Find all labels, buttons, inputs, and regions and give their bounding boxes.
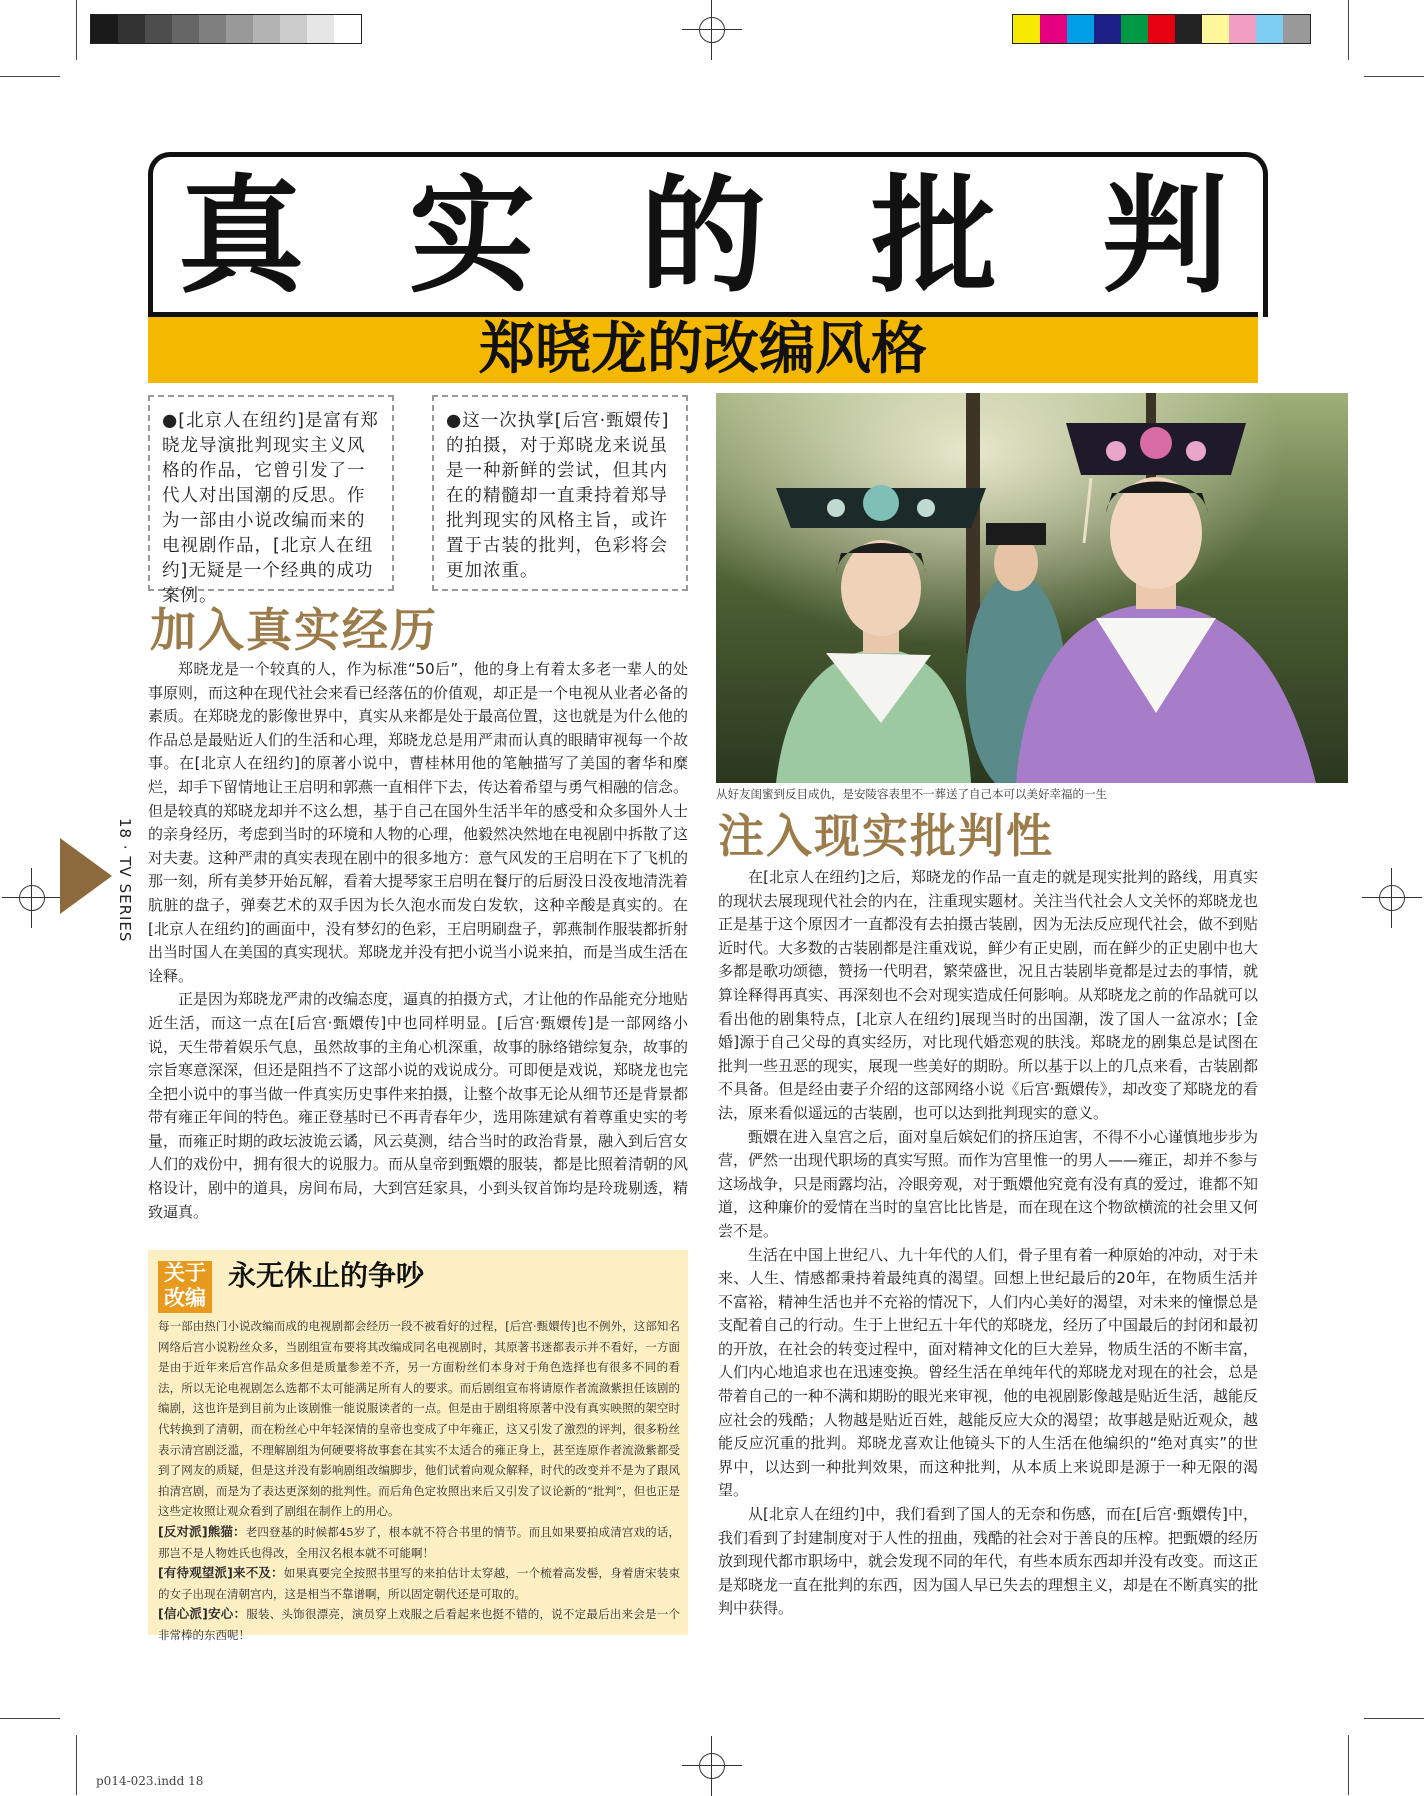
comment-text: 如果真要完全按照书里写的来拍估计太穿越，一个梳着高发髻，身着唐宋装束的女子出现在清朝宫内，这是相当不靠谱啊，所以固定朝代还是可取的。 — [158, 1566, 680, 1601]
comment-label: [反对派]熊猫： — [158, 1523, 246, 1539]
comment-label: [有待观望派]来不及： — [158, 1565, 284, 1581]
page-number-label: 18 · TV SERIES — [116, 818, 134, 943]
sidebar-intro: 每一部由热门小说改编而成的电视剧都会经历一段不被看好的过程，[后宫·甄嬛传]也不例外，这部知名网络后宫小说粉丝众多，当剧组宣布要将其改编成同名电视剧时，其原著书迷都表示并不看好，一方面是由于近年来后宫作品众多但是质量参差不齐，另一方面粉丝们本身对于角色选择也有很多不同的看法，所以无论电视剧怎么选都不太可能满足所有人的要求。而后剧组宣布将请原作者流潋紫担任该剧的编剧，这也许是到目前为止该剧惟一能说服读者的一点。但是由于剧组将原著中没有真实映照的架空时代转换到了清朝，而在粉丝心中年轻深情的皇帝也变成了中年雍正，这又引发了激烈的评判，很多粉丝表示清宫剧泛滥，不理解剧组为何硬要将故事套在其实不太适合的雍正身上，甚至连原作者流潋紫都受到了网友的质疑，但是这并没有影响剧组改编脚步，他们试着向观众解释，时代的改变并不是为了跟风拍清宫剧，而是为了表达更深刻的批判性。而后角色定妆照出来后又引发了议论新的“批判”，但也正是这些定妆照让观众看到了剧组在制作上的用心。 — [158, 1319, 680, 1519]
crop-mark — [1364, 1718, 1424, 1719]
title-char: 判 — [1102, 162, 1228, 310]
crop-mark — [0, 1718, 60, 1719]
registration-mark-right — [1362, 868, 1422, 928]
crop-mark — [0, 76, 60, 77]
sidebar-comment — [158, 1522, 680, 1563]
grayscale-color-bar — [90, 14, 362, 44]
paragraph: 正是因为郑晓龙严肃的改编态度，逼真的拍摄方式，才让他的作品能充分地贴近生活，而这一点在[后宫·甄嬛传]中也同样明显。[后宫·甄嬛传]是一部网络小说，天生带着娱乐气息，虽然故事的主角心机深重，故事的脉络错综复杂，故事的宗旨寒意深深，但还是阻挡不了这部小说的戏说成分。可即便是戏说，郑晓龙也完全把小说中的事当做一件真实历史事件来拍摄，让整个故事无论从细节还是背景都带有雍正年间的特色。雍正登基时已不再青春年少，选用陈建斌有着尊重史实的考量，而雍正时期的政坛波诡云谲，风云莫测，结合当时的政治背景，融入到后宫女人们的戏份中，拥有很大的说服力。而从皇帝到甄嬛的服装，都是比照着清朝的风格设计，剧中的道具，房间布局，大到宫廷家具，小到头钗首饰均是玲珑剔透，精致逼真。 — [148, 990, 689, 1221]
sidebar-comment — [158, 1604, 680, 1645]
registration-mark-bottom — [682, 1736, 742, 1796]
title-char: 实 — [409, 162, 535, 310]
sidebar-tag: 关于改编 — [158, 1261, 212, 1313]
crop-mark — [76, 0, 77, 60]
paragraph: 在[北京人在纽约]之后，郑晓龙的作品一直走的就是现实批判的路线，用真实的现状去展现现代社会的内在，注重现实题材。关注当代社会人文关怀的郑晓龙也正是基于这个原因才一直都没有去拍摄古装剧，因为无法反应现代社会，做不到贴近时代。大多数的古装剧都是注重戏说，鲜少有正史剧，而在鲜少的正史剧中也大多都是歌功颂德，赞扬一代明君，繁荣盛世，况且古装剧毕竟都是过去的事情，就算诠释得再真实、再深刻也不会对现实造成任何影响。从郑晓龙之前的作品就可以看出他的剧集特点，[北京人在纽约]展现当时的出国潮，泼了国人一盆凉水；[金婚]源于自己父母的真实经历，对比现代婚恋观的肤浅。郑晓龙的剧集总是试图在批判一些丑恶的现实，展现一些美好的期盼。所以基于以上的几点来看，古装剧都不具备。但是经由妻子介绍的这部网络小说《后宫·甄嬛传》，却改变了郑晓龙的看法，原来看似遥远的古装剧，也可以达到批判现实的意义。 — [718, 868, 1259, 1122]
sidebar-body — [158, 1316, 680, 1646]
registration-mark-left — [2, 868, 62, 928]
file-footer: p014-023.indd 18 — [96, 1774, 204, 1788]
crop-mark — [76, 1735, 77, 1795]
drama-still-photo — [716, 393, 1348, 783]
title-char: 真 — [178, 162, 304, 310]
photo-caption: 从好友闺蜜到反目成仇，是安陵容表里不一葬送了自己本可以美好幸福的一生 — [716, 787, 1107, 801]
section-heading-2: 注入现实批判性 — [718, 809, 1054, 863]
paragraph: 生活在中国上世纪八、九十年代的人们，骨子里有着一种原始的冲动，对于未来、人生、情感都秉持着最纯真的渴望。回想上世纪最后的20年，在物质生活并不富裕，精神生活也并不充裕的情况下，人们内心美好的渴望，对未来的憧憬总是支配着自己的行动。生于上世纪五十年代的郑晓龙，经历了中国最后的封闭和最初的开放，在社会的转变过程中，面对精神文化的巨大差异，物质生活的不断丰富，人们内心地追求也在迅速变换。曾经生活在单纯年代的郑晓龙对现在的社会，总是带着自己的一种不满和期盼的眼光来审视，他的电视剧影像越是贴近生活，越能反应社会的残酷；人物越是贴近百姓，越能反应大众的渴望；故事越是贴近观众，越能反应沉重的批判。郑晓龙喜欢让他镜头下的人生活在他编织的“绝对真实”的世界中，以达到一种批判效果，而这种批判，从本质上来说即是源于一种无限的渴望。 — [718, 1245, 1259, 1500]
cmyk-color-bar — [1012, 14, 1311, 44]
intro-box-1: ●[北京人在纽约]是富有郑晓龙导演批判现实主义风格的作品，它曾引发了一代人对出国潮的反思。作为一部由小说改编而来的电视剧作品，[北京人在纽约]无疑是一个经典的成功案例。 — [148, 395, 394, 591]
sidebar-title: 永无休止的争吵 — [228, 1259, 425, 1292]
comment-text: 服装、头饰很漂亮，演员穿上戏服之后看起来也挺不错的，说不定最后出来会是一个非常棒的东西呢！ — [158, 1607, 680, 1642]
registration-mark-top — [682, 0, 742, 60]
comment-label: [信心派]安心： — [158, 1606, 247, 1622]
crop-mark — [1364, 76, 1424, 77]
intro-box-2: ●这一次执掌[后宫·甄嬛传]的拍摄，对于郑晓龙来说虽是一种新鲜的尝试，但其内在的精髓却一直秉持着郑导批判现实的风格主旨，或许置于古装的批判，色彩将会更加浓重。 — [432, 395, 688, 591]
section-2-body — [718, 866, 1258, 1621]
paragraph: 甄嬛在进入皇宫之后，面对皇后嫔妃们的挤压迫害，不得不小心谨慎地步步为营，俨然一出现代职场的真实写照。而作为宫里惟一的男人——雍正，却并不参与这场战争，只是雨露均沾，冷眼旁观，对于甄嬛他究竟有没有真的爱过，谁都不知道，这种廉价的爱情在当时的皇宫比比皆是，而在现在这个物欲横流的社会里又何尝不是。 — [718, 1127, 1259, 1240]
title-char: 的 — [640, 162, 766, 310]
title-char: 批 — [871, 162, 997, 310]
paragraph: 郑晓龙是一个较真的人，作为标准“50后”，他的身上有着太多老一辈人的处事原则，而这种在现代社会来看已经落伍的价值观，却正是一个电视从业者必备的素质。在郑晓龙的影像世界中，真实从来都是处于最高位置，这也就是为什么他的作品总是最贴近人们的生活和心理，郑晓龙总是用严肃而认真的眼睛审视每一个故事。在[北京人在纽约]的原著小说中，曹桂林用他的笔触描写了美国的奢华和糜烂，却手下留情地让王启明和郭燕一直相伴下去，传达着希望与勇气相融的信念。但是较真的郑晓龙却并不这么想，基于自己在国外生活半年的感受和众多国外人士的亲身经历，考虑到当时的环境和人物的心理，他毅然决然地在电视剧中拆散了这对夫妻。这种严肃的真实表现在剧中的很多地方：意气风发的王启明在下了飞机的那一刻，所有美梦开始瓦解，看着大提琴家王启明在餐厅的后厨没日没夜地清洗着肮脏的盘子，弹奏艺术的双手因为长久泡水而发白发软，这种辛酸是真实的。在[北京人在纽约]的画面中，没有梦幻的色彩，王启明刷盘子，郭燕制作服装都折射出当时国人在美国的真实现状。郑晓龙并没有把小说当小说来拍，而是当成生活在诠释。 — [148, 660, 689, 985]
sidebar-comment — [158, 1563, 680, 1604]
page-marker-triangle — [60, 838, 112, 914]
section-heading-1: 加入真实经历 — [150, 603, 438, 657]
crop-mark — [1348, 0, 1349, 60]
subtitle: 郑晓龙的改编风格 — [479, 317, 927, 382]
crop-mark — [1348, 1735, 1349, 1795]
main-title — [148, 162, 1258, 310]
comment-text: 老四登基的时候都45岁了，根本就不符合书里的情节。而且如果要拍成清宫戏的话，那岂不是人物姓氏也得改，全用汉名根本就不可能啊！ — [158, 1524, 680, 1560]
section-1-body — [148, 658, 688, 1224]
paragraph: 从[北京人在纽约]中，我们看到了国人的无奈和伤感，而在[后宫·甄嬛传]中，我们看到了封建制度对于人性的扭曲，残酷的社会对于善良的压榨。把甄嬛的经历放到现代都市职场中，就会发现不同的年代，有些本质东西却并没有改变。而这正是郑晓龙一直在批判的东西，因为国人早已失去的理想主义，却是在不断真实的批判中获得。 — [718, 1505, 1259, 1618]
